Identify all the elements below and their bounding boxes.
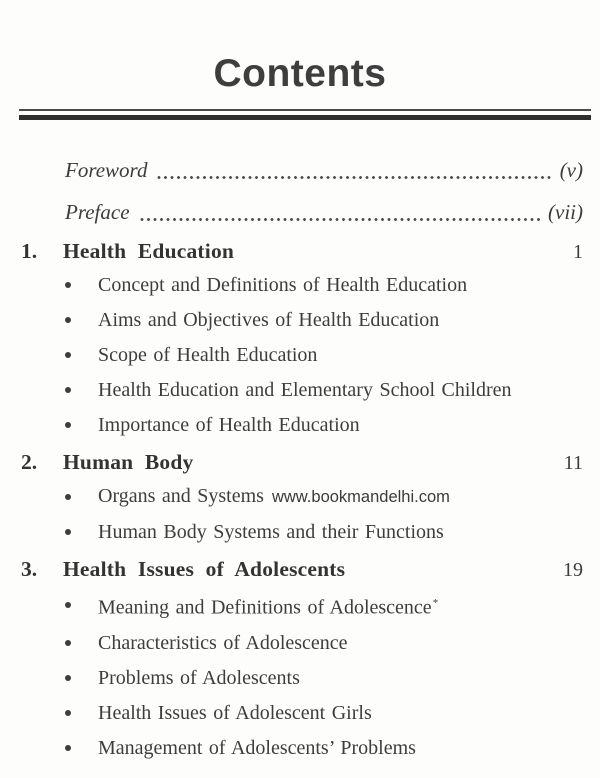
bullet-icon xyxy=(65,494,71,500)
dot-leader xyxy=(140,212,540,222)
topic-row xyxy=(65,343,583,367)
bullet-icon xyxy=(65,387,71,393)
chapter-number: 3. xyxy=(21,557,38,581)
topic-label: Problems of Adolescents xyxy=(98,666,300,689)
topic-label: Characteristics of Adolescence xyxy=(98,631,348,654)
topic-label: Scope of Health Education xyxy=(98,344,318,366)
topic-row xyxy=(65,736,583,760)
bullet-icon xyxy=(65,602,71,608)
topic-row xyxy=(65,701,583,725)
front-matter-page-number: (vii) xyxy=(548,200,583,224)
chapter-page-number: 19 xyxy=(563,559,583,581)
front-matter-label: Preface xyxy=(65,200,130,224)
bullet-icon xyxy=(65,710,71,716)
topic-label xyxy=(98,591,438,620)
toc-content xyxy=(0,156,600,760)
bullet-icon xyxy=(65,675,71,681)
topic-row xyxy=(65,378,583,402)
chapter-page-number: 11 xyxy=(563,452,583,474)
chapter-title: Health Education xyxy=(63,239,235,263)
topic-label: Human Body Systems and their Functions xyxy=(98,521,444,543)
topic-label: Organs and Systems xyxy=(98,485,264,507)
bullet-icon xyxy=(65,640,71,646)
front-matter-label: Foreword xyxy=(65,158,148,182)
double-rule xyxy=(19,109,591,120)
rule-thick-line xyxy=(19,115,591,120)
page-title: Contents xyxy=(213,52,387,95)
chapter-heading-row xyxy=(21,556,583,583)
chapter-title: Human Body xyxy=(63,450,194,474)
topic-row xyxy=(65,413,583,437)
topic-row xyxy=(65,520,583,544)
topic-label-text: Meaning and Definitions of Adolescence xyxy=(98,596,432,619)
front-matter-row-foreword xyxy=(65,156,583,184)
topic-label: Aims and Objectives of Health Education xyxy=(98,309,440,331)
topic-label: Health Education and Elementary School Children xyxy=(98,379,512,401)
chapter-heading-row xyxy=(21,449,583,476)
topic-label: Concept and Definitions of Health Education xyxy=(98,274,468,296)
topic-label: Importance of Health Education xyxy=(98,414,360,436)
dot-leader xyxy=(157,170,551,180)
watermark-text: www.bookmandelhi.com xyxy=(271,488,450,506)
topic-row xyxy=(65,666,583,690)
bullet-icon xyxy=(65,745,71,751)
front-matter-row-preface xyxy=(65,198,583,226)
topic-label: Health Issues of Adolescent Girls xyxy=(98,701,372,724)
topic-row xyxy=(65,308,583,332)
topic-row xyxy=(65,273,583,297)
front-matter-page-number: (v) xyxy=(559,158,583,182)
bullet-icon xyxy=(65,352,71,358)
chapter-number: 2. xyxy=(21,450,38,474)
topic-row xyxy=(65,591,583,620)
footnote-marker: * xyxy=(432,597,439,609)
chapter-title: Health Issues of Adolescents xyxy=(63,557,346,581)
bullet-icon xyxy=(65,422,71,428)
chapter-heading-row xyxy=(21,238,583,265)
bullet-icon xyxy=(65,317,71,323)
bullet-icon xyxy=(65,282,71,288)
bullet-icon xyxy=(65,529,71,535)
chapter-page-number: 1 xyxy=(573,241,583,263)
chapter-number: 1. xyxy=(21,239,38,263)
rule-thin-line xyxy=(19,109,591,111)
topic-row xyxy=(65,484,583,509)
topic-label: Management of Adolescents’ Problems xyxy=(98,736,416,759)
topic-row xyxy=(65,631,583,655)
